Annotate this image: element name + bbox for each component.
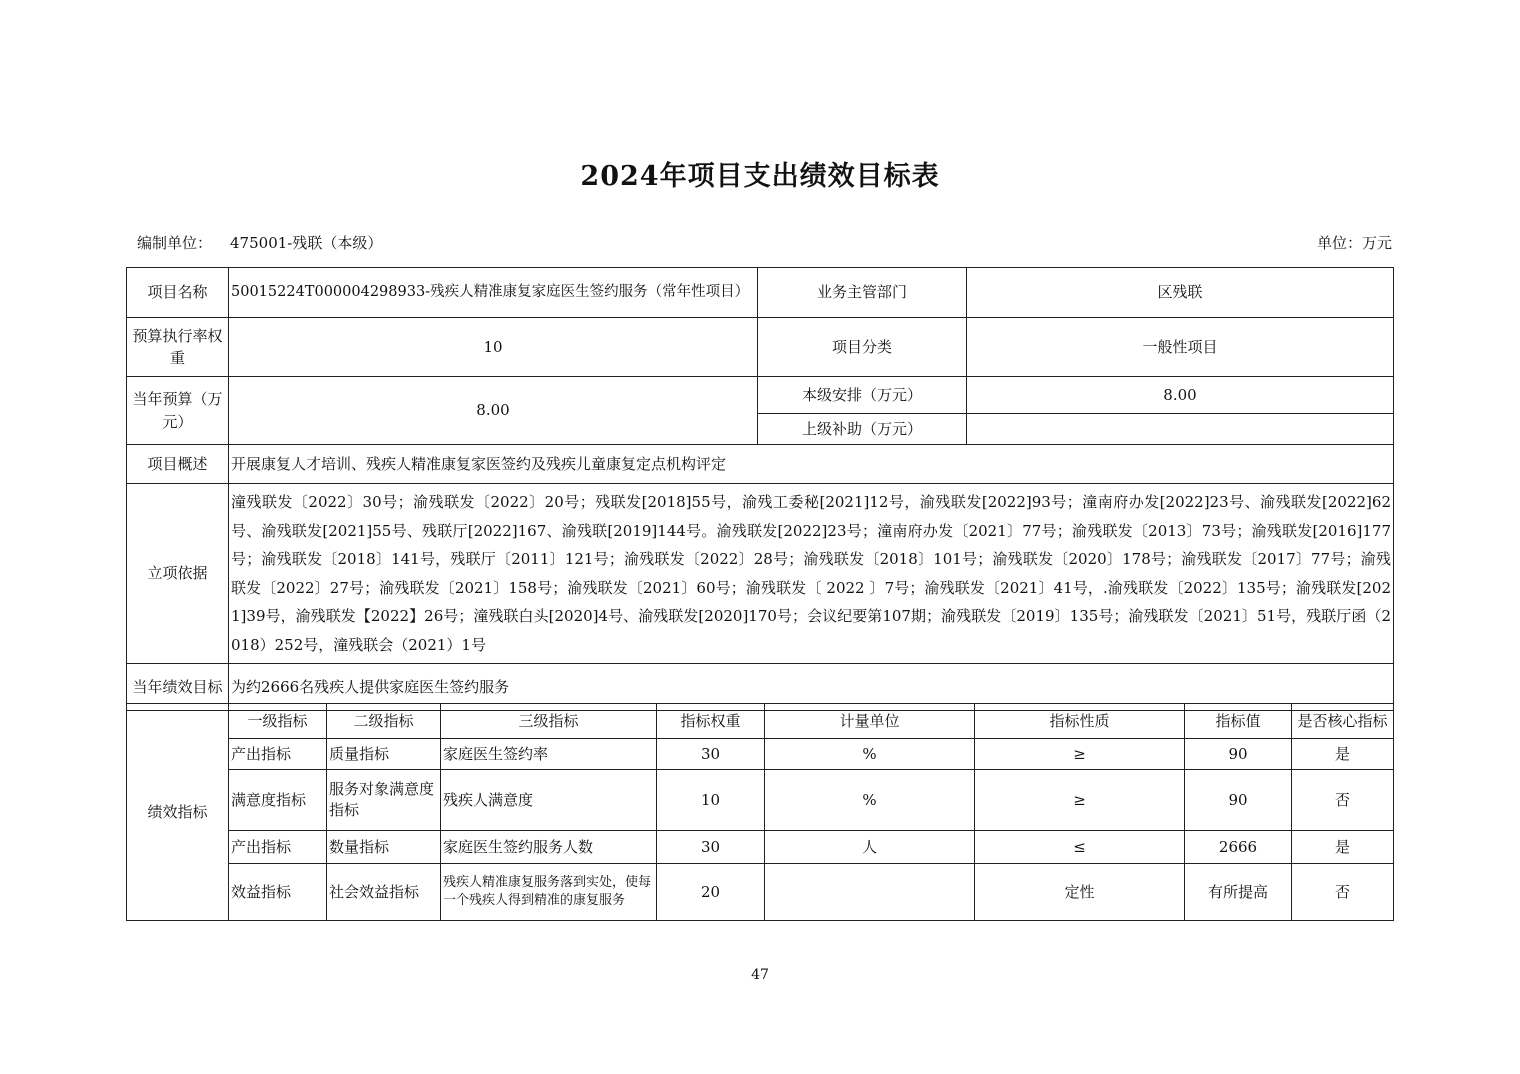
level1-cell: 满意度指标 bbox=[229, 770, 327, 831]
dept-label: 业务主管部门 bbox=[758, 268, 967, 318]
column-header: 一级指标 bbox=[229, 704, 327, 739]
table-row bbox=[127, 770, 1394, 831]
unit-cell: % bbox=[765, 739, 975, 770]
upper-label: 上级补助（万元） bbox=[758, 414, 967, 445]
core-cell: 是 bbox=[1292, 739, 1394, 770]
weight-value: 10 bbox=[229, 318, 758, 377]
level2-cell: 数量指标 bbox=[327, 831, 441, 864]
nature-cell: ≥ bbox=[975, 739, 1185, 770]
value-cell: 90 bbox=[1185, 739, 1292, 770]
basis-value: 潼残联发〔2022〕30号；渝残联发〔2022〕20号；残联发[2018]55号，渝残工委秘[2021]12号，渝残联发[2022]93号；潼南府办发[2022]23号、渝残联发[2022]62号、渝残联发[2021]55号、残联厅[2022]167、渝残联[2019]144号。渝残联发[2022]23号；潼南府办发〔2021〕77号；渝残联发〔2013〕73号；渝残联发[2016]177号；渝残联发〔2018〕141号，残联厅〔2011〕121号；渝残联发〔2022〕28号；渝残联发〔2018〕101号；渝残联发〔2020〕178号；渝残联发〔2017〕77号；渝残联发〔2022〕27号；渝残联发〔2021〕158号；渝残联发〔2021〕60号；渝残联发〔 2022 〕7号；渝残联发〔2021〕41号，.渝残联发〔2022〕135号；渝残联发[2021]39号，渝残联发【2022】26号；潼残联白头[2020]4号、渝残联发[2020]170号；会议纪要第107期；渝残联发〔2019〕135号；渝残联发〔2021〕51号，残联厅函（2018）252号，潼残联会（2021）1号 bbox=[229, 484, 1394, 664]
column-header: 指标性质 bbox=[975, 704, 1185, 739]
table-row bbox=[127, 739, 1394, 770]
level2-cell: 质量指标 bbox=[327, 739, 441, 770]
performance-section-label: 绩效指标 bbox=[127, 704, 229, 921]
column-header: 三级指标 bbox=[441, 704, 657, 739]
weight-label: 预算执行率权重 bbox=[127, 318, 229, 377]
value-cell: 2666 bbox=[1185, 831, 1292, 864]
level2-cell: 服务对象满意度指标 bbox=[327, 770, 441, 831]
table-row bbox=[127, 831, 1394, 864]
table-row bbox=[127, 445, 1394, 484]
value-cell: 有所提高 bbox=[1185, 864, 1292, 921]
core-cell: 否 bbox=[1292, 770, 1394, 831]
level3-cell: 家庭医生签约率 bbox=[441, 739, 657, 770]
basis-label: 立项依据 bbox=[127, 484, 229, 664]
org-value: 475001-残联（本级） bbox=[230, 234, 383, 252]
org-line bbox=[137, 232, 382, 253]
table-row bbox=[127, 864, 1394, 921]
nature-cell: ≥ bbox=[975, 770, 1185, 831]
level1-cell: 效益指标 bbox=[229, 864, 327, 921]
level3-cell: 残疾人精准康复服务落到实处，使每一个残疾人得到精准的康复服务 bbox=[441, 864, 657, 921]
level3-cell: 残疾人满意度 bbox=[441, 770, 657, 831]
category-label: 项目分类 bbox=[758, 318, 967, 377]
table-row bbox=[127, 704, 1394, 739]
upper-value bbox=[967, 414, 1394, 445]
page-number: 47 bbox=[751, 967, 769, 983]
overview-label: 项目概述 bbox=[127, 445, 229, 484]
column-header: 二级指标 bbox=[327, 704, 441, 739]
column-header: 指标权重 bbox=[657, 704, 765, 739]
unit-cell bbox=[765, 864, 975, 921]
unit-label: 单位：万元 bbox=[1316, 234, 1392, 252]
org-label: 编制单位： bbox=[137, 234, 213, 252]
budget-value: 8.00 bbox=[229, 377, 758, 445]
level1-cell: 产出指标 bbox=[229, 831, 327, 864]
overview-value: 开展康复人才培训、残疾人精准康复家医签约及残疾儿童康复定点机构评定 bbox=[229, 445, 1394, 484]
local-value: 8.00 bbox=[967, 377, 1394, 414]
table-row bbox=[127, 377, 1394, 414]
weight-cell: 10 bbox=[657, 770, 765, 831]
performance-table bbox=[126, 703, 1394, 921]
column-header: 指标值 bbox=[1185, 704, 1292, 739]
value-cell: 90 bbox=[1185, 770, 1292, 831]
page-title: 2024年项目支出绩效目标表 bbox=[580, 161, 940, 192]
table-row bbox=[127, 268, 1394, 318]
nature-cell: ≤ bbox=[975, 831, 1185, 864]
level1-cell: 产出指标 bbox=[229, 739, 327, 770]
level3-cell: 家庭医生签约服务人数 bbox=[441, 831, 657, 864]
unit-cell: % bbox=[765, 770, 975, 831]
weight-cell: 20 bbox=[657, 864, 765, 921]
table-row bbox=[127, 484, 1394, 664]
local-label: 本级安排（万元） bbox=[758, 377, 967, 414]
category-value: 一般性项目 bbox=[967, 318, 1394, 377]
budget-label: 当年预算（万元） bbox=[127, 377, 229, 445]
table-row bbox=[127, 318, 1394, 377]
weight-cell: 30 bbox=[657, 739, 765, 770]
project-name-value: 50015224T000004298933-残疾人精准康复家庭医生签约服务（常年性项目） bbox=[229, 268, 758, 318]
nature-cell: 定性 bbox=[975, 864, 1185, 921]
goal-label: 当年绩效目标 bbox=[127, 664, 229, 711]
column-header: 计量单位 bbox=[765, 704, 975, 739]
level2-cell: 社会效益指标 bbox=[327, 864, 441, 921]
unit-cell: 人 bbox=[765, 831, 975, 864]
core-cell: 是 bbox=[1292, 831, 1394, 864]
core-cell: 否 bbox=[1292, 864, 1394, 921]
weight-cell: 30 bbox=[657, 831, 765, 864]
project-info-table bbox=[126, 267, 1394, 711]
dept-value: 区残联 bbox=[967, 268, 1394, 318]
goal-value: 为约2666名残疾人提供家庭医生签约服务 bbox=[229, 664, 1394, 711]
project-name-label: 项目名称 bbox=[127, 268, 229, 318]
column-header: 是否核心指标 bbox=[1292, 704, 1394, 739]
